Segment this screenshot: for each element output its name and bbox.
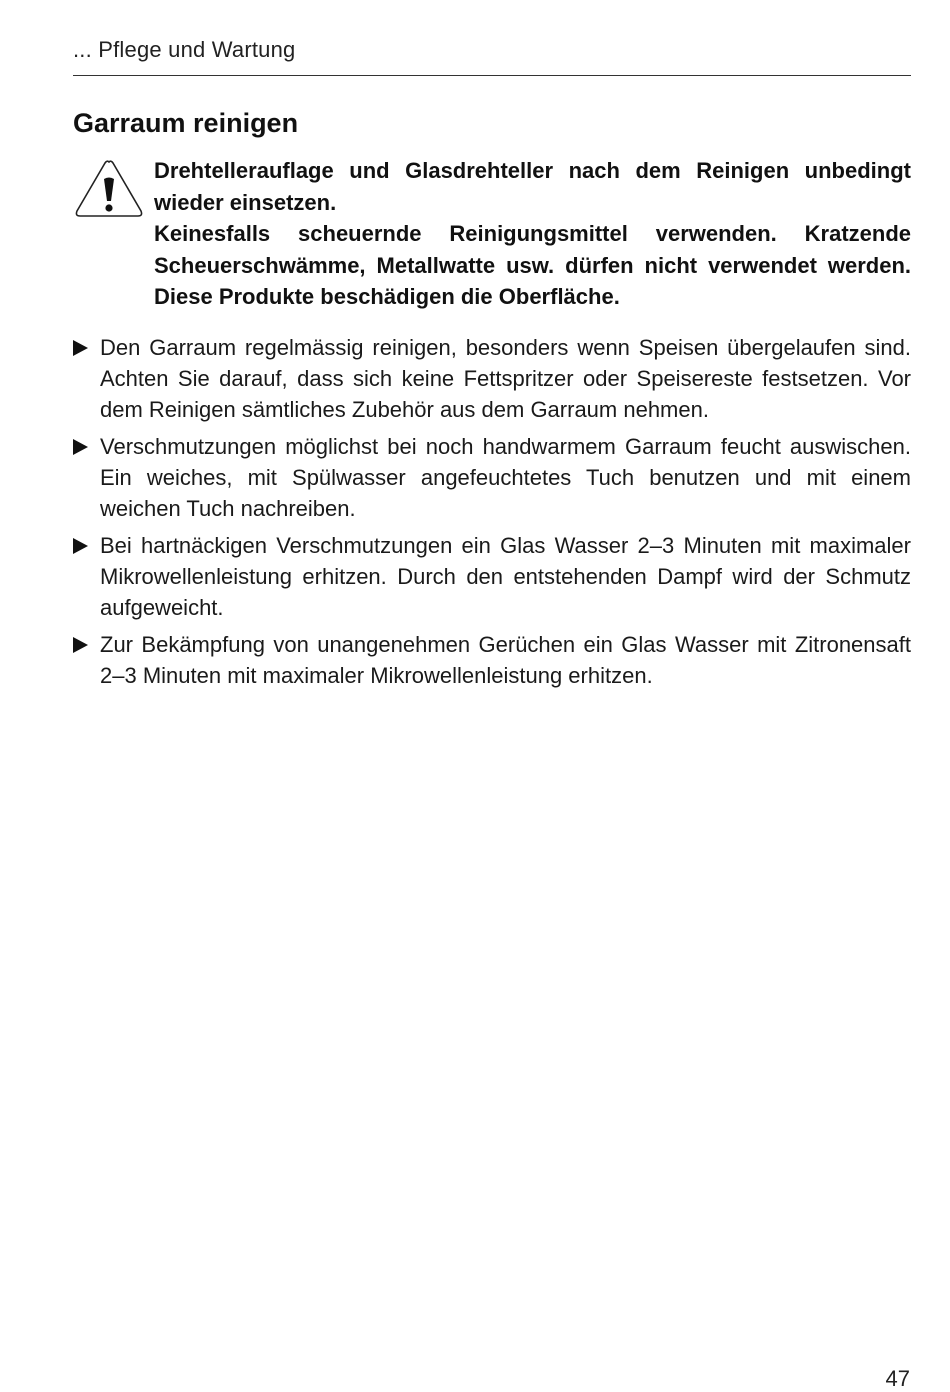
instruction-item — [73, 629, 911, 691]
instruction-text: Zur Bekämpfung von unangenehmen Gerüchen ein Glas Wasser mit Zitronensaft 2–3 Minuten mit maximaler Mikrowellenleistung erhitzen. — [100, 632, 911, 688]
section-title: Garraum reinigen — [73, 108, 299, 138]
running-title: ... Pflege und Wartung — [73, 37, 296, 62]
instruction-text: Verschmutzungen möglichst bei noch handwarmem Garraum feucht auswischen. Ein weiches, mit Spülwasser angefeuchtetes Tuch benutzen und mit einem weichen Tuch nachreiben. — [100, 434, 911, 521]
warning-paragraph: Drehtellerauflage und Glasdrehteller nach dem Reinigen unbedingt wieder einsetzen. — [154, 158, 911, 215]
instruction-item — [73, 431, 911, 524]
instruction-list — [73, 332, 911, 697]
warning-paragraph: Keinesfalls scheuernde Reinigungsmittel verwenden. Kratzende Scheuerschwämme, Metallwatte usw. dürfen nicht verwendet werden. Diese Produkte beschädigen die Oberfläche. — [154, 221, 911, 309]
instruction-text: Den Garraum regelmässig reinigen, besonders wenn Speisen übergelaufen sind. Achten Sie darauf, dass sich keine Fettspritzer oder Speisereste festsetzen. Vor dem Reinigen sämtliches Zubehör aus dem Garraum nehmen. — [100, 335, 911, 422]
warning-triangle-icon — [73, 157, 145, 221]
arrow-bullet-icon — [73, 439, 88, 455]
warning-notice — [73, 155, 911, 313]
instruction-item — [73, 332, 911, 425]
arrow-bullet-icon — [73, 538, 88, 554]
instruction-text: Bei hartnäckigen Verschmutzungen ein Glas Wasser 2–3 Minuten mit maximaler Mikrowellenleistung erhitzen. Durch den entstehenden Dampf wird der Schmutz aufgeweicht. — [100, 533, 911, 620]
warning-text — [154, 155, 911, 313]
arrow-bullet-icon — [73, 340, 88, 356]
page-header — [73, 36, 911, 76]
page-number: 47 — [885, 1366, 910, 1391]
arrow-bullet-icon — [73, 637, 88, 653]
instruction-item — [73, 530, 911, 623]
